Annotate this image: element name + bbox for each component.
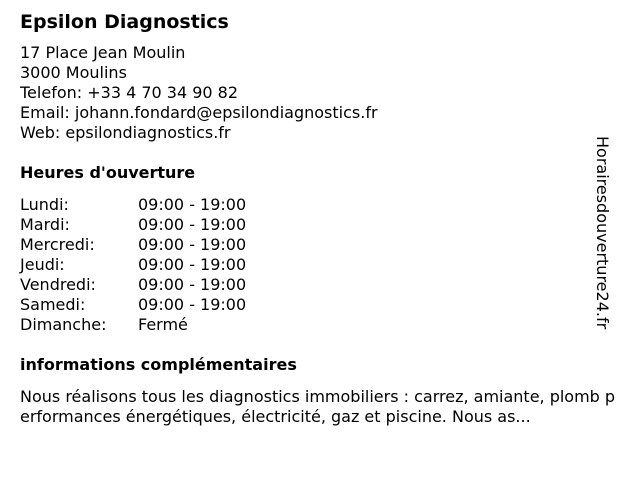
- business-card: [20, 10, 620, 427]
- business-name: Epsilon Diagnostics: [20, 11, 229, 33]
- watermark-text: Horairesdouverture24.fr: [593, 136, 612, 330]
- hours-table: [20, 195, 620, 335]
- hours-heading: Heures d'ouverture: [20, 163, 196, 182]
- hours-row-saturday: [20, 295, 620, 315]
- hours-day: Samedi:: [20, 295, 86, 314]
- hours-row-thursday: [20, 255, 620, 275]
- hours-day: Dimanche:: [20, 315, 107, 334]
- address-line-1: 17 Place Jean Moulin: [20, 43, 186, 62]
- hours-time: 09:00 - 19:00: [138, 275, 247, 294]
- hours-row-friday: [20, 275, 620, 295]
- hours-row-sunday: [20, 315, 620, 335]
- hours-day: Jeudi:: [20, 255, 65, 274]
- hours-row-tuesday: [20, 215, 620, 235]
- info-heading: informations complémentaires: [20, 355, 297, 374]
- hours-row-monday: [20, 195, 620, 215]
- hours-day: Lundi:: [20, 195, 69, 214]
- hours-time: 09:00 - 19:00: [138, 235, 247, 254]
- hours-time: Fermé: [138, 315, 188, 334]
- hours-time: 09:00 - 19:00: [138, 255, 247, 274]
- hours-time: 09:00 - 19:00: [138, 215, 247, 234]
- hours-day: Mardi:: [20, 215, 70, 234]
- info-text: Nous réalisons tous les diagnostics immobiliers : carrez, amiante, plomb performances énergétiques, électricité, gaz et piscine. Nous as...: [20, 387, 616, 426]
- email-line: Email: johann.fondard@epsilondiagnostics.fr: [20, 103, 378, 122]
- hours-row-wednesday: [20, 235, 620, 255]
- web-line: Web: epsilondiagnostics.fr: [20, 123, 231, 142]
- hours-day: Vendredi:: [20, 275, 96, 294]
- address-line-2: 3000 Moulins: [20, 63, 127, 82]
- hours-day: Mercredi:: [20, 235, 95, 254]
- phone-line: Telefon: +33 4 70 34 90 82: [20, 83, 239, 102]
- hours-time: 09:00 - 19:00: [138, 195, 247, 214]
- hours-time: 09:00 - 19:00: [138, 295, 247, 314]
